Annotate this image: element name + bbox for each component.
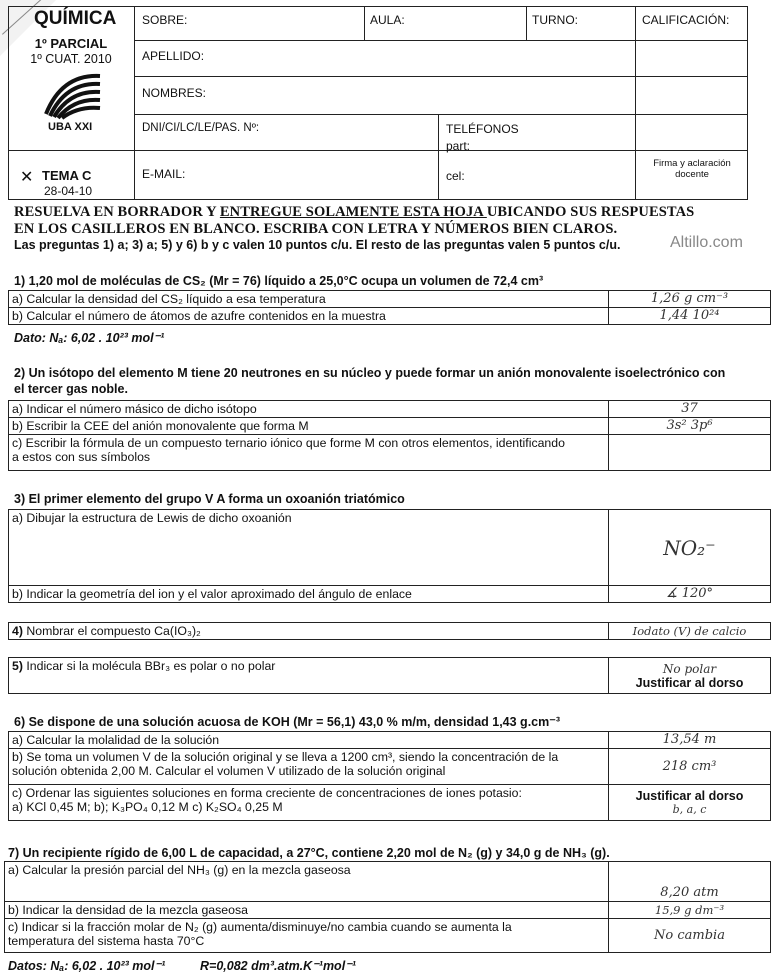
divider	[635, 76, 748, 77]
q6c-justificar: Justificar al dorso	[635, 788, 744, 803]
apellido-label: APELLIDO:	[142, 49, 205, 63]
q3b-answer[interactable]: ∡ 120°	[609, 586, 771, 603]
q7c-line-2: temperatura del sistema hasta 70°C	[8, 934, 205, 948]
question-6-table	[8, 731, 771, 821]
question-4-table	[8, 622, 771, 640]
table-row	[9, 510, 771, 586]
q7c-line-1: c) Indicar si la fracción molar de N₂ (g) aumenta/disminuye/no cambia cuando se aumenta la	[8, 920, 512, 934]
telefonos-label: TELÉFONOS	[446, 122, 519, 136]
instr-text: UBICANDO SUS RESPUESTAS	[486, 204, 695, 220]
firma-docente-label: Firma y aclaración docente	[653, 158, 731, 180]
q4-number: 4)	[12, 624, 23, 638]
parcial-label: 1º PARCIAL	[34, 36, 108, 51]
q7c-prompt	[5, 919, 609, 953]
q7c-answer[interactable]: No cambia	[609, 919, 771, 953]
q6b-answer[interactable]: 218 cm³	[609, 749, 771, 785]
table-row	[9, 749, 771, 785]
question-2-title-1: 2) Un isótopo del elemento M tiene 20 neutrones en su núcleo y puede formar un anión monovalente isoelectrónico con	[14, 366, 726, 380]
question-1-title: 1) 1,20 mol de moléculas de CS₂ (Mr = 76) líquido a 25,0°C ocupa un volumen de 72,4 cm³	[14, 274, 544, 288]
question-2-table	[8, 400, 771, 471]
tema-label: TEMA C	[42, 168, 92, 183]
table-row	[9, 418, 771, 435]
aula-label: AULA:	[370, 13, 405, 27]
q5-prompt	[9, 658, 609, 694]
table-row	[9, 401, 771, 418]
question-3-title: 3) El primer elemento del grupo V A forma un oxoanión triatómico	[14, 492, 405, 506]
q2b-answer[interactable]: 3s² 3p⁶	[609, 418, 771, 435]
q2c-answer[interactable]	[609, 435, 771, 471]
q2c-prompt	[9, 435, 609, 471]
turno-label: TURNO:	[532, 13, 578, 27]
q3b-prompt: b) Indicar la geometría del ion y el valor aproximado del ángulo de enlace	[9, 586, 609, 603]
q5-answer: No polar	[662, 661, 717, 676]
table-row	[9, 623, 771, 640]
telefono-cel-label: cel:	[446, 169, 465, 183]
q2a-answer[interactable]: 37	[609, 401, 771, 418]
uba-logo-icon	[42, 70, 104, 120]
q2b-prompt: b) Escribir la CEE del anión monovalente que forma M	[9, 418, 609, 435]
q6c-answer-cell[interactable]	[609, 785, 771, 821]
question-5-table	[8, 657, 771, 694]
table-row	[9, 291, 771, 308]
q3a-answer[interactable]: NO₂⁻	[609, 510, 771, 586]
question-7-title: 7) Un recipiente rígido de 6,00 L de capacidad, a 27°C, contiene 2,20 mol de N₂ (g) y 34,0 g de NH₃ (g).	[8, 846, 610, 860]
table-row	[9, 435, 771, 471]
table-row	[9, 308, 771, 325]
table-row	[9, 732, 771, 749]
q6a-prompt: a) Calcular la molalidad de la solución	[9, 732, 609, 749]
q1b-answer[interactable]: 1,44 10²⁴	[609, 308, 771, 325]
exam-header	[8, 6, 748, 200]
q1a-answer[interactable]: 1,26 g cm⁻³	[609, 291, 771, 308]
subject-title: QUÍMICA	[34, 8, 117, 29]
cuatrimestre-label: 1º CUAT. 2010	[30, 52, 112, 66]
q4-answer[interactable]: Iodato (V) de calcio	[609, 623, 771, 640]
question-1-table	[8, 290, 771, 325]
q6c-line-2: a) KCl 0,45 M; b); K₃PO₄ 0,12 M c) K₂SO₄ 0,25 M	[12, 800, 283, 814]
q6c-answer: b, a, c	[672, 802, 707, 816]
divider	[438, 114, 439, 200]
dni-label: DNI/CI/LC/LE/PAS. Nº:	[142, 122, 260, 134]
q1a-prompt: a) Calcular la densidad del CS₂ líquido a esa temperatura	[9, 291, 609, 308]
table-row	[5, 862, 771, 902]
q6a-answer[interactable]: 13,54 m	[609, 732, 771, 749]
q4-text: Nombrar el compuesto Ca(IO₃)₂	[22, 624, 201, 638]
table-row	[9, 658, 771, 694]
q1b-prompt: b) Calcular el número de átomos de azufre contenidos en la muestra	[9, 308, 609, 325]
calificacion-label: CALIFICACIÓN:	[642, 13, 730, 27]
telefono-part-label: part:	[446, 139, 471, 153]
divider	[8, 150, 635, 151]
divider	[134, 6, 135, 200]
q6b-prompt	[9, 749, 609, 785]
instructions-line-1	[14, 204, 694, 221]
q6c-line-1: c) Ordenar las siguientes soluciones en forma creciente de concentraciones de iones potasio:	[12, 786, 522, 800]
q7-datos: Datos: Nₐ: 6,02 . 10²³ mol⁻¹ R=0,082 dm³.atm.K⁻¹mol⁻¹	[8, 959, 356, 973]
sobre-label: SOBRE:	[142, 13, 188, 27]
q5-answer-cell[interactable]	[609, 658, 771, 694]
exam-date: 28-04-10	[44, 184, 93, 198]
uba-xxi-label: UBA XXI	[48, 121, 93, 133]
nombres-label: NOMBRES:	[142, 86, 207, 100]
instructions-line-2: EN LOS CASILLEROS EN BLANCO. ESCRIBA CON LETRA Y NÚMEROS BIEN CLAROS.	[14, 221, 618, 237]
q6b-line-2: solución obtenida 2,00 M. Calcular el volumen V utilizado de la solución original	[12, 764, 446, 778]
q2a-prompt: a) Indicar el número másico de dicho isótopo	[9, 401, 609, 418]
question-3-table	[8, 509, 771, 603]
q4-prompt	[9, 623, 609, 640]
divider	[134, 114, 748, 115]
divider	[364, 6, 365, 40]
email-label: E-MAIL:	[142, 167, 186, 181]
q5-justificar: Justificar al dorso	[635, 675, 744, 690]
q6c-prompt	[9, 785, 609, 821]
table-row	[9, 785, 771, 821]
divider	[526, 6, 527, 40]
divider	[635, 150, 748, 151]
table-row	[5, 902, 771, 919]
q7a-answer[interactable]: 8,20 atm	[609, 862, 771, 902]
q7a-prompt: a) Calcular la presión parcial del NH₃ (g) en la mezcla gaseosa	[5, 862, 609, 902]
tema-check-mark: ✕	[20, 169, 34, 186]
instr-underlined: ENTREGUE SOLAMENTE ESTA HOJA	[219, 204, 487, 220]
q7b-answer[interactable]: 15,9 g dm⁻³	[609, 902, 771, 919]
divider	[635, 6, 636, 200]
q3a-prompt: a) Dibujar la estructura de Lewis de dicho oxoanión	[9, 510, 609, 586]
table-row	[5, 919, 771, 953]
q1-dato: Dato: Nₐ: 6,02 . 10²³ mol⁻¹	[14, 331, 165, 345]
q7b-prompt: b) Indicar la densidad de la mezcla gaseosa	[5, 902, 609, 919]
q5-number: 5)	[12, 659, 23, 673]
q6b-line-1: b) Se toma un volumen V de la solución original y se lleva a 1200 cm³, siendo la concentración de la	[12, 750, 559, 764]
question-6-title: 6) Se dispone de una solución acuosa de KOH (Mr = 56,1) 43,0 % m/m, densidad 1,43 g.cm⁻³	[14, 715, 560, 729]
divider	[134, 40, 748, 41]
q2c-line-2: a estos con sus símbolos	[12, 450, 151, 464]
table-row	[9, 586, 771, 603]
scoring-note: Las preguntas 1) a; 3) a; 5) y 6) b y c valen 10 puntos c/u. El resto de las preguntas valen 5 puntos c/u.	[14, 238, 621, 252]
question-2-title-2: el tercer gas noble.	[14, 382, 128, 396]
q2c-line-1: c) Escribir la fórmula de un compuesto ternario iónico que forme M con otros elementos, identificando	[12, 436, 565, 450]
divider	[134, 76, 635, 77]
question-7-table	[4, 861, 771, 953]
q5-text: Indicar si la molécula BBr₃ es polar o no polar	[22, 659, 276, 673]
watermark: Altillo.com	[670, 234, 743, 251]
instr-text: RESUELVA EN BORRADOR Y	[14, 204, 220, 220]
